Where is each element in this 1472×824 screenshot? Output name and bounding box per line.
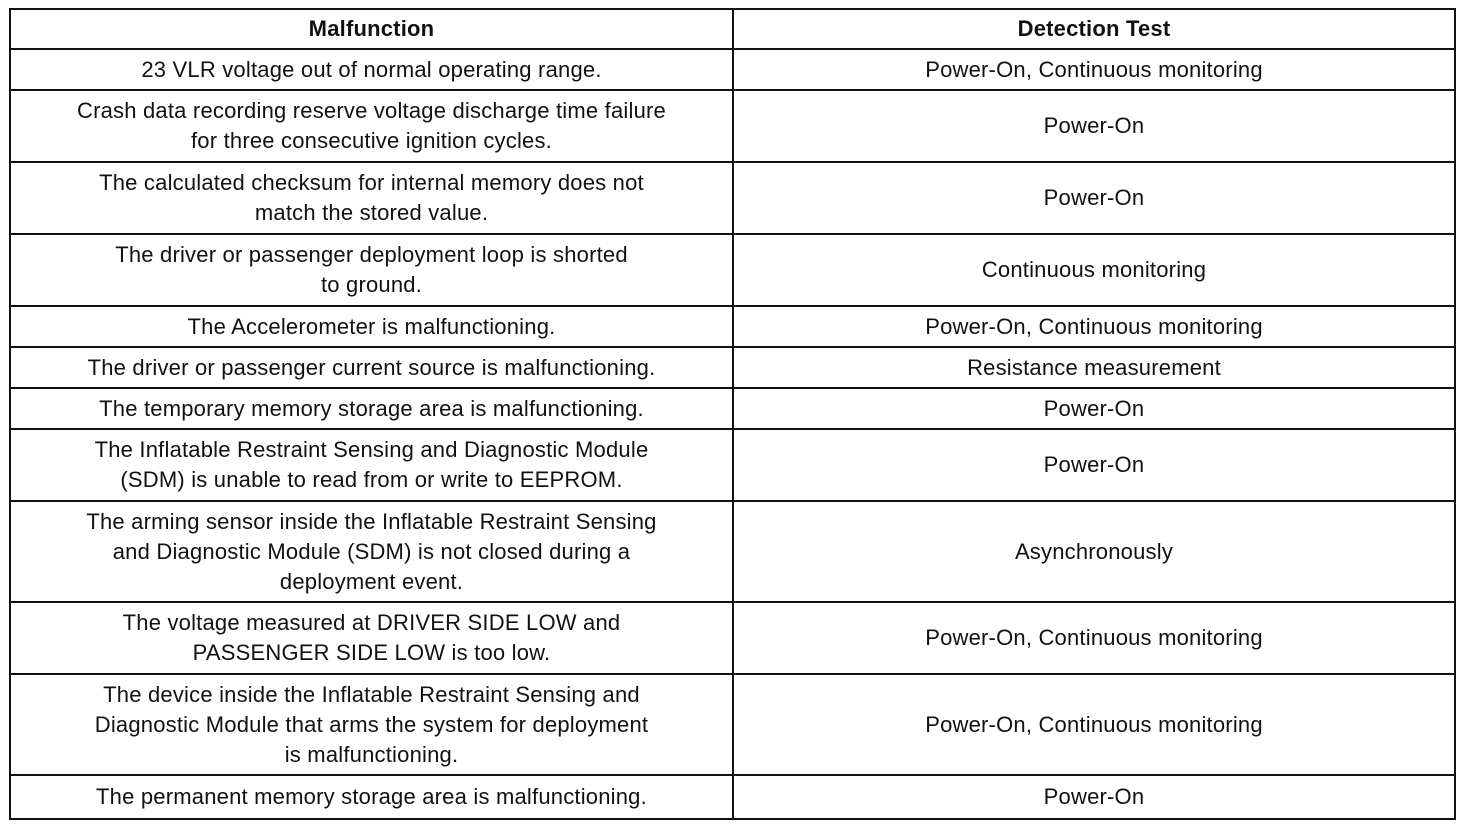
malfunction-cell: The Accelerometer is malfunctioning.	[10, 306, 733, 347]
malfunction-cell: The temporary memory storage area is malfunctioning.	[10, 388, 733, 429]
detection-test-cell: Power-On	[733, 429, 1455, 501]
detection-test-cell: Power-On, Continuous monitoring	[733, 306, 1455, 347]
table-row	[10, 429, 1455, 501]
detection-test-cell: Power-On	[733, 388, 1455, 429]
table-row	[10, 674, 1455, 775]
malfunction-cell: The permanent memory storage area is malfunctioning.	[10, 775, 733, 819]
malfunction-cell: Crash data recording reserve voltage discharge time failure for three consecutive ignition cycles.	[10, 90, 733, 162]
table-row	[10, 347, 1455, 388]
malfunction-cell: The device inside the Inflatable Restraint Sensing and Diagnostic Module that arms the system for deployment is malfunctioning.	[10, 674, 733, 775]
table-row	[10, 388, 1455, 429]
detection-test-cell: Resistance measurement	[733, 347, 1455, 388]
table-row	[10, 775, 1455, 819]
malfunction-cell: The Inflatable Restraint Sensing and Diagnostic Module (SDM) is unable to read from or write to EEPROM.	[10, 429, 733, 501]
table-row	[10, 602, 1455, 674]
detection-test-cell: Power-On, Continuous monitoring	[733, 49, 1455, 90]
table-row	[10, 49, 1455, 90]
detection-test-cell: Power-On	[733, 90, 1455, 162]
table-row	[10, 501, 1455, 602]
malfunction-cell: The voltage measured at DRIVER SIDE LOW and PASSENGER SIDE LOW is too low.	[10, 602, 733, 674]
malfunction-cell: The calculated checksum for internal memory does not match the stored value.	[10, 162, 733, 234]
malfunction-detection-table	[9, 8, 1456, 820]
detection-test-cell: Power-On, Continuous monitoring	[733, 674, 1455, 775]
detection-test-cell: Power-On	[733, 775, 1455, 819]
malfunction-cell: 23 VLR voltage out of normal operating range.	[10, 49, 733, 90]
detection-test-cell: Continuous monitoring	[733, 234, 1455, 306]
detection-test-cell: Power-On, Continuous monitoring	[733, 602, 1455, 674]
malfunction-cell: The driver or passenger current source is malfunctioning.	[10, 347, 733, 388]
table-row	[10, 90, 1455, 162]
detection-test-cell: Asynchronously	[733, 501, 1455, 602]
detection-test-cell: Power-On	[733, 162, 1455, 234]
malfunction-cell: The driver or passenger deployment loop is shorted to ground.	[10, 234, 733, 306]
table-header-row	[10, 9, 1455, 49]
table-row	[10, 306, 1455, 347]
header-detection-test: Detection Test	[733, 9, 1455, 49]
table-row	[10, 234, 1455, 306]
malfunction-cell: The arming sensor inside the Inflatable Restraint Sensing and Diagnostic Module (SDM) is not closed during a deployment event.	[10, 501, 733, 602]
table-row	[10, 162, 1455, 234]
header-malfunction: Malfunction	[10, 9, 733, 49]
